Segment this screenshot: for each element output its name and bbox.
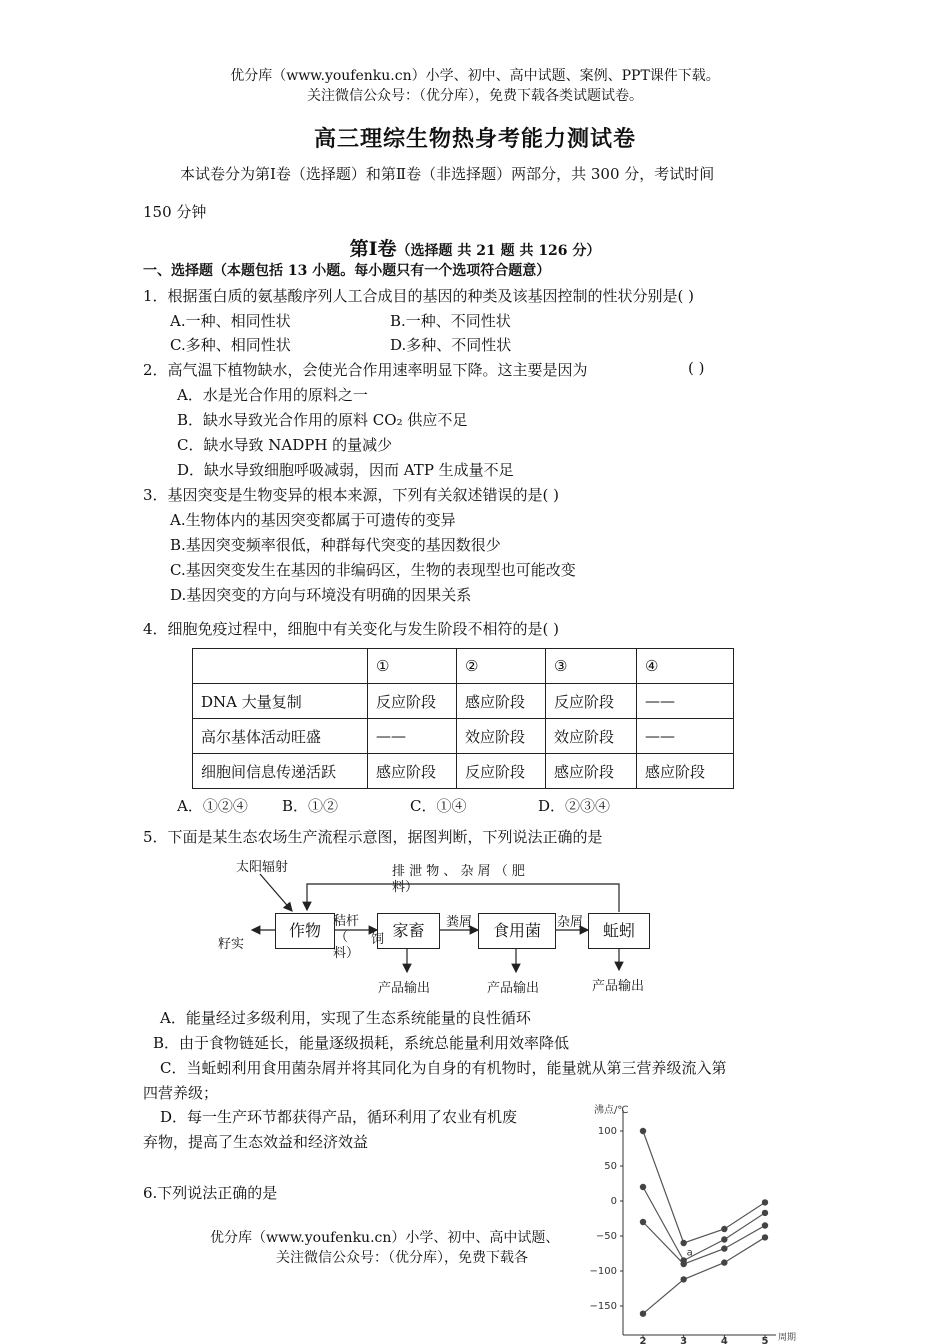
q3-option-a: A.生物体内的基因突变都属于可遗传的变异 bbox=[170, 511, 456, 529]
earthworm-box: 蚯蚓 bbox=[588, 913, 650, 949]
table-cell: —— bbox=[637, 719, 734, 754]
q2-option-c: C．缺水导致 NADPH 的量减少 bbox=[177, 436, 393, 454]
y-tick-label: 0 bbox=[610, 1196, 617, 1207]
sun-label: 太阳辐射 bbox=[236, 860, 289, 875]
q5-option-d-line-1: D．每一生产环节都获得产品，循环利用了农业有机废 bbox=[160, 1108, 518, 1126]
dung-label: 粪屑 bbox=[446, 915, 473, 930]
y-tick-label: −50 bbox=[595, 1231, 617, 1242]
table-cell: 效应阶段 bbox=[546, 719, 637, 754]
q5-option-b: B．由于食物链延长，能量逐级损耗，系统总能量利用效率降低 bbox=[153, 1034, 570, 1052]
table-cell: ④ bbox=[637, 649, 734, 684]
q3-option-c: C.基因突变发生在基因的非编码区，生物的表现型也可能改变 bbox=[170, 561, 576, 579]
feedback-arrow bbox=[307, 884, 619, 912]
data-point bbox=[721, 1236, 727, 1242]
q5-option-d-line-2: 弃物，提高了生态效益和经济效益 bbox=[143, 1133, 369, 1151]
q5-option-c-line-1: C．当蚯蚓利用食用菌杂屑并将其同化为自身的有机物时，能量就从第三营养级流入第 bbox=[160, 1059, 727, 1077]
q4-option-b: B．①② bbox=[282, 797, 339, 815]
data-point bbox=[680, 1276, 686, 1282]
q3-option-b: B.基因突变频率很低，种群每代突变的基因数很少 bbox=[170, 536, 501, 554]
table-cell: DNA 大量复制 bbox=[193, 684, 368, 719]
header-line-1: 优分库（www.youfenku.cn）小学、初中、高中试题、案例、PPT课件下载。 bbox=[230, 68, 720, 84]
table-cell: 反应阶段 bbox=[546, 684, 637, 719]
boiling-point-chart bbox=[580, 1100, 810, 1344]
y-axis-label: 沸点/℃ bbox=[594, 1105, 629, 1116]
footer-line-1: 优分库（www.youfenku.cn）小学、初中、高中试题、 bbox=[210, 1230, 560, 1246]
q5-stem: 5．下面是某生态农场生产流程示意图，据图判断，下列说法正确的是 bbox=[143, 828, 603, 846]
q4-option-d: D．②③④ bbox=[538, 797, 611, 815]
q5-option-c-line-2: 四营养级； bbox=[143, 1084, 219, 1102]
straw-label-1: 秸杆 bbox=[333, 914, 360, 929]
chart-marks bbox=[640, 1128, 768, 1317]
part-title: 一、选择题（本题包括 13 小题。每小题只有一个选项符合题意） bbox=[143, 263, 551, 279]
point-label: a bbox=[686, 1247, 693, 1259]
y-tick-label: 100 bbox=[597, 1126, 617, 1137]
y-tick-label: −150 bbox=[589, 1301, 617, 1312]
q1-option-d: D.多种、不同性状 bbox=[390, 336, 512, 354]
data-point bbox=[680, 1261, 686, 1267]
x-tick-label: 5 bbox=[761, 1336, 769, 1344]
straw-label-4: 料） bbox=[333, 946, 360, 961]
feedback-label-2: 料） bbox=[392, 880, 419, 895]
series-line bbox=[643, 1237, 765, 1313]
table-cell: 细胞间信息传递活跃 bbox=[193, 754, 368, 789]
q2-option-b: B．缺水导致光合作用的原料 CO₂ 供应不足 bbox=[177, 411, 468, 429]
q2-paren: ( ) bbox=[688, 359, 705, 377]
section-heading-main: 第Ⅰ卷 bbox=[349, 238, 397, 260]
data-point bbox=[762, 1234, 768, 1240]
seeds-label: 籽实 bbox=[218, 937, 245, 952]
data-point bbox=[640, 1128, 646, 1134]
table-cell: 感应阶段 bbox=[368, 754, 457, 789]
q2-option-a: A．水是光合作用的原料之一 bbox=[177, 386, 368, 404]
table-cell: 反应阶段 bbox=[368, 684, 457, 719]
table-cell: 感应阶段 bbox=[546, 754, 637, 789]
data-point bbox=[721, 1226, 727, 1232]
data-point bbox=[721, 1259, 727, 1265]
data-point bbox=[680, 1240, 686, 1246]
q4-option-a: A．①②④ bbox=[177, 797, 248, 815]
data-point bbox=[640, 1184, 646, 1190]
table-cell: —— bbox=[368, 719, 457, 754]
q2-stem: 2．高气温下植物缺水，会使光合作用速率明显下降。这主要是因为 bbox=[143, 361, 588, 379]
series-line bbox=[643, 1187, 765, 1261]
debris-label: 杂屑 bbox=[557, 915, 584, 930]
output-label: 产品输出 bbox=[487, 981, 540, 996]
footer-line-2: 关注微信公众号：（优分库），免费下载各 bbox=[276, 1250, 528, 1266]
q3-option-d: D.基因突变的方向与环境没有明确的因果关系 bbox=[170, 586, 472, 604]
table-cell: ① bbox=[368, 649, 457, 684]
q6-stem: 6.下列说法正确的是 bbox=[143, 1184, 278, 1202]
output-label: 产品输出 bbox=[592, 979, 645, 994]
table-cell: 高尔基体活动旺盛 bbox=[193, 719, 368, 754]
intro-line-1: 本试卷分为第Ⅰ卷（选择题）和第Ⅱ卷（非选择题）两部分，共 300 分，考试时间 bbox=[180, 165, 715, 183]
feedback-label-1: 排 泄 物 、 杂 屑 （ 肥 bbox=[392, 864, 525, 879]
table-cell: 反应阶段 bbox=[457, 754, 546, 789]
x-tick-label: 3 bbox=[680, 1336, 688, 1344]
straw-label-3: 饲 bbox=[371, 932, 385, 947]
x-tick-label: 2 bbox=[639, 1336, 647, 1344]
data-point bbox=[762, 1199, 768, 1205]
y-tick-label: 50 bbox=[604, 1161, 617, 1172]
table-cell: 效应阶段 bbox=[457, 719, 546, 754]
intro-line-2: 150 分钟 bbox=[143, 203, 207, 221]
q1-option-c: C.多种、相同性状 bbox=[170, 336, 291, 354]
table-cell: ③ bbox=[546, 649, 637, 684]
x-axis-label: 周期 bbox=[778, 1333, 797, 1343]
data-point bbox=[762, 1222, 768, 1228]
livestock-box: 家畜 bbox=[377, 913, 440, 949]
header-line-2: 关注微信公众号：（优分库），免费下载各类试题试卷。 bbox=[307, 88, 643, 104]
q3-stem: 3．基因突变是生物变异的根本来源，下列有关叙述错误的是( ) bbox=[143, 486, 560, 504]
q2-option-d: D．缺水导致细胞呼吸减弱，因而 ATP 生成量不足 bbox=[177, 461, 514, 479]
table-cell: ② bbox=[457, 649, 546, 684]
table-cell: 感应阶段 bbox=[637, 754, 734, 789]
data-point bbox=[762, 1210, 768, 1216]
section-heading-sub: （选择题 共 21 题 共 126 分） bbox=[396, 243, 601, 259]
fungus-box: 食用菌 bbox=[478, 913, 556, 949]
table-cell: 感应阶段 bbox=[457, 684, 546, 719]
data-point bbox=[721, 1245, 727, 1251]
data-point bbox=[640, 1219, 646, 1225]
table-cell: —— bbox=[637, 684, 734, 719]
output-label: 产品输出 bbox=[378, 981, 431, 996]
q4-stem: 4．细胞免疫过程中，细胞中有关变化与发生阶段不相符的是( ) bbox=[143, 620, 560, 638]
data-point bbox=[640, 1311, 646, 1317]
q5-option-a: A．能量经过多级利用，实现了生态系统能量的良性循环 bbox=[160, 1009, 531, 1027]
series-line bbox=[643, 1222, 765, 1264]
page-title: 高三理综生物热身考能力测试卷 bbox=[313, 126, 636, 152]
sun-arrow bbox=[260, 874, 292, 911]
crop-box: 作物 bbox=[275, 913, 335, 949]
y-tick-label: −100 bbox=[589, 1266, 617, 1277]
q1-option-a: A.一种、相同性状 bbox=[170, 312, 291, 330]
straw-label-2: （ bbox=[335, 930, 349, 945]
series-line bbox=[643, 1131, 765, 1243]
q1-option-b: B.一种、不同性状 bbox=[390, 312, 511, 330]
x-tick-label: 4 bbox=[720, 1336, 728, 1344]
q4-option-c: C．①④ bbox=[410, 797, 467, 815]
q1-stem: 1．根据蛋白质的氨基酸序列人工合成目的基因的种类及该基因控制的性状分别是( ) bbox=[143, 287, 695, 305]
